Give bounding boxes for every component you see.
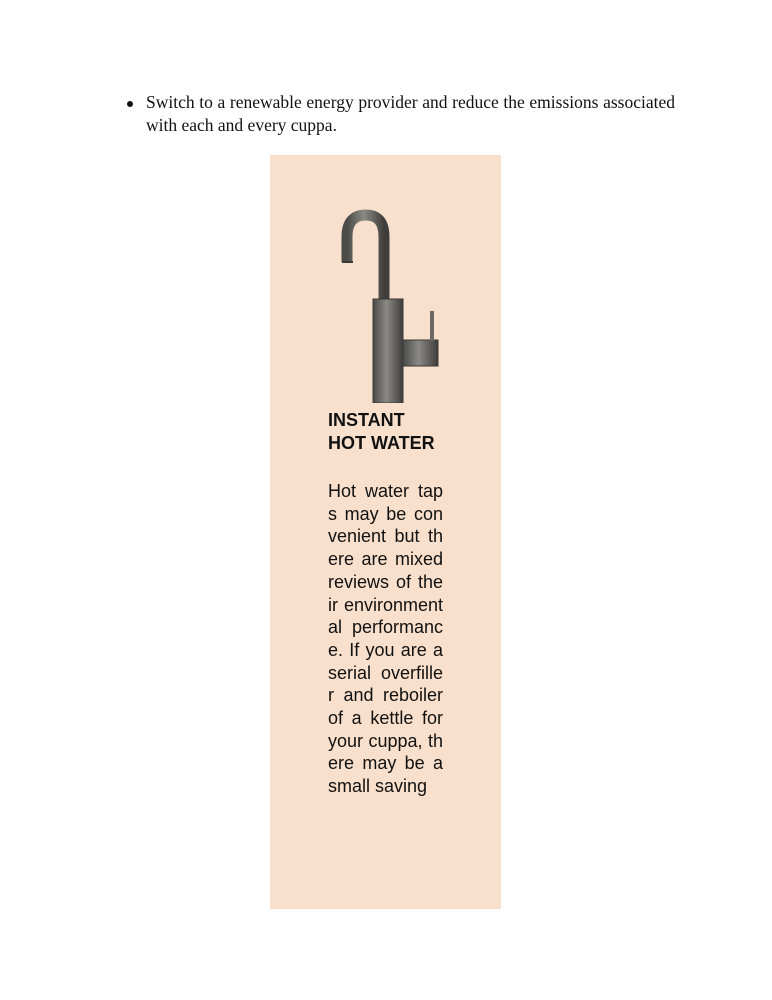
instant-hot-water-sidebar <box>270 155 501 909</box>
hot-water-tap-icon <box>332 207 452 403</box>
bullet-text: Switch to a renewable energy provider and reduce the emissions associated with each and every cuppa. <box>146 92 675 135</box>
bullet-item <box>122 91 675 137</box>
sidebar-heading <box>328 409 448 455</box>
bullet-list <box>122 91 675 137</box>
sidebar-heading-line2: HOT WATER <box>328 433 435 453</box>
bullet-dot-icon <box>127 101 133 107</box>
sidebar-body-text: Hot water taps may be convenient but there are mixed reviews of their environmental performance. If you are a serial overfiller and reboiler of a kettle for your cuppa, there may be a small saving <box>328 481 443 797</box>
sidebar-heading-line1: INSTANT <box>328 410 405 430</box>
